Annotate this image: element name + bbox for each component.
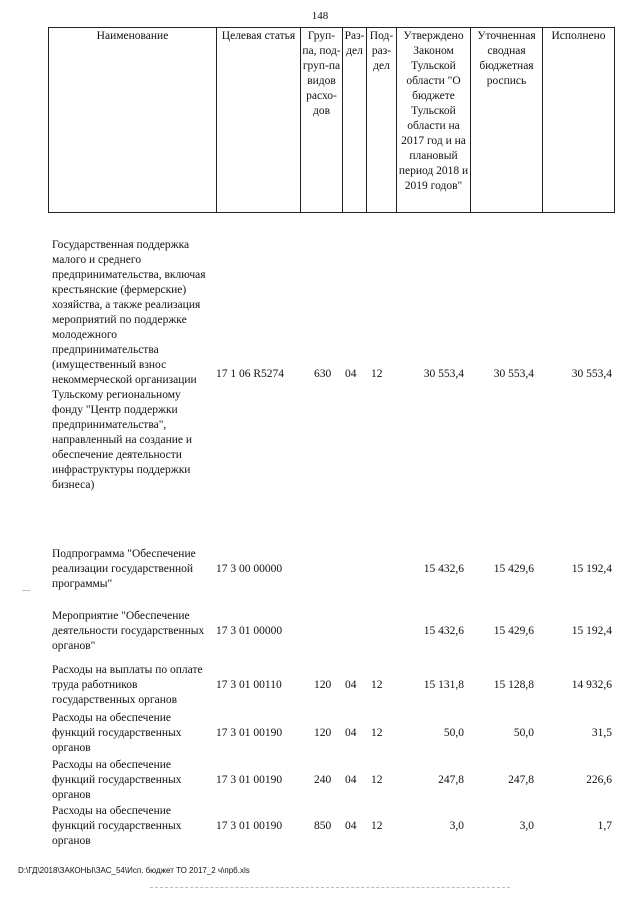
row-subsection: 12: [371, 727, 383, 739]
row-name: Государственная поддержка малого и среднего предпринимательства, включая крестьянские (фермерские) хозяйства, а также реализация мероприятий по поддержке молодежного предпринимательства (имущественный взнос некоммерческой организации Тульскому региональному фонду "Центр поддержки предпринимательства", направленный на создание и обеспечение деятельности инфраструктуры поддержки бизнеса): [52, 239, 206, 491]
row-subsection: 12: [371, 774, 383, 786]
table-row: [52, 758, 612, 804]
row-approved: 15 131,8: [423, 679, 464, 691]
header-target: Целевая статья: [217, 28, 301, 213]
row-executed: 226,6: [586, 774, 612, 786]
row-executed: 15 192,4: [571, 625, 612, 637]
page-number: 148: [311, 10, 329, 22]
row-code: 17 3 01 00190: [216, 774, 283, 786]
row-name: Расходы на обеспечение функций государственных органов: [52, 712, 182, 754]
row-executed: 15 192,4: [571, 563, 612, 575]
row-group: 240: [314, 774, 332, 786]
row-name: Мероприятие "Обеспечение деятельности государственных органов": [52, 610, 205, 652]
row-name: Расходы на обеспечение функций государственных органов: [52, 805, 182, 847]
row-revised: 15 429,6: [493, 563, 534, 575]
row-code: 17 3 01 00190: [216, 727, 283, 739]
row-revised: 15 429,6: [493, 625, 534, 637]
row-subsection: 12: [371, 820, 383, 832]
table-row: [52, 711, 612, 757]
footer-file-path: D:\ГД\2018\ЗАКОНЫ\ЗАС_54\Исп. бюджет ТО 2017_2 ч\прб.xls: [18, 866, 250, 875]
row-revised: 50,0: [513, 727, 534, 739]
row-executed: 30 553,4: [571, 368, 612, 380]
row-section: 04: [345, 820, 357, 832]
row-section: 04: [345, 774, 357, 786]
header-executed: Исполнено: [543, 28, 615, 213]
footer-divider: [150, 887, 510, 888]
row-section: 04: [345, 727, 357, 739]
row-code: 17 1 06 R5274: [216, 368, 285, 380]
table-row: [52, 804, 612, 850]
row-name: Расходы на обеспечение функций государственных органов: [52, 759, 182, 801]
row-group: 630: [314, 368, 332, 380]
row-approved: 15 432,6: [423, 563, 464, 575]
row-code: 17 3 01 00190: [216, 820, 283, 832]
table-row: [52, 238, 612, 518]
row-approved: 50,0: [443, 727, 464, 739]
row-approved: 247,8: [438, 774, 464, 786]
row-group: 120: [314, 727, 332, 739]
row-name: Расходы на выплаты по оплате труда работников государственных органов: [52, 664, 203, 706]
row-group: 850: [314, 820, 332, 832]
row-revised: 247,8: [508, 774, 534, 786]
row-name: Подпрограмма "Обеспечение реализации государственной программы": [52, 548, 196, 590]
row-code: 17 3 01 00110: [216, 679, 282, 691]
header-name: Наименование: [49, 28, 217, 213]
header-revised: Уточненная сводная бюджетная роспись: [471, 28, 543, 213]
header-approved: Утверждено Законом Тульской области "О бюджете Тульской области на 2017 год и на плановый период 2018 и 2019 годов": [397, 28, 471, 213]
row-approved: 3,0: [449, 820, 464, 832]
row-approved: 30 553,4: [423, 368, 464, 380]
row-revised: 30 553,4: [493, 368, 534, 380]
margin-mark: [22, 590, 30, 591]
row-revised: 15 128,8: [493, 679, 534, 691]
row-section: 04: [345, 368, 357, 380]
table-row: [52, 609, 612, 655]
row-code: 17 3 00 00000: [216, 563, 283, 575]
header-section: Раз-дел: [343, 28, 367, 213]
row-approved: 15 432,6: [423, 625, 464, 637]
row-section: 04: [345, 679, 357, 691]
row-revised: 3,0: [519, 820, 534, 832]
table-row: [52, 663, 612, 709]
row-executed: 31,5: [591, 727, 612, 739]
table-header: [48, 27, 615, 213]
row-group: 120: [314, 679, 332, 691]
row-subsection: 12: [371, 679, 383, 691]
table-row: [52, 547, 612, 593]
header-group: Груп-па, под-груп-па видов расхо-дов: [301, 28, 343, 213]
row-executed: 14 932,6: [571, 679, 612, 691]
row-subsection: 12: [371, 368, 383, 380]
row-executed: 1,7: [597, 820, 612, 832]
row-code: 17 3 01 00000: [216, 625, 283, 637]
header-subsection: Под-раз-дел: [367, 28, 397, 213]
